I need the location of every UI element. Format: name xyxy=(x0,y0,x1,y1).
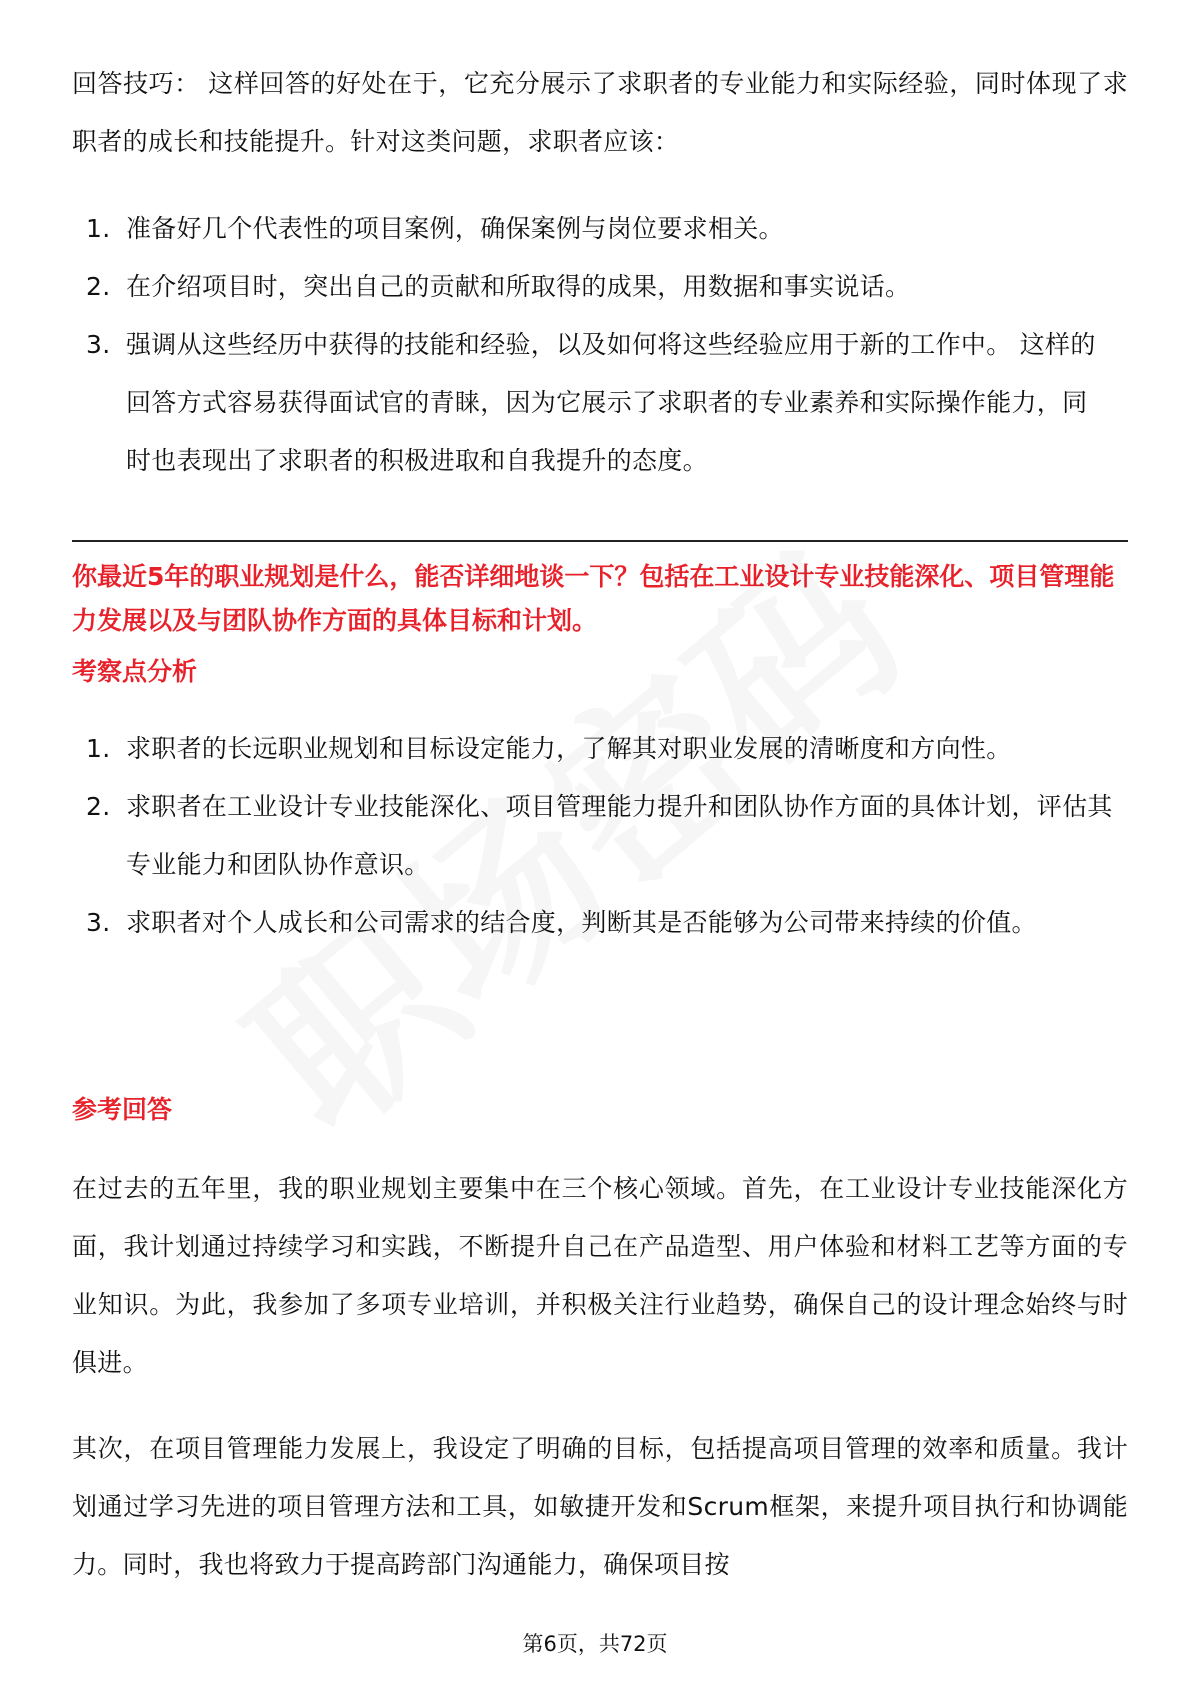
list-item xyxy=(72,316,1102,490)
list-item-text: 强调从这些经历中获得的技能和经验，以及如何将这些经验应用于新的工作中。 这样的回答方式容易获得面试官的青睐，因为它展示了求职者的专业素养和实际操作能力，同时也表现出了求职者的积极进取和自我提升的态度。 xyxy=(126,330,1096,475)
document-page xyxy=(72,0,1128,1684)
list-number: 1. xyxy=(86,214,111,243)
list-item-text: 求职者对个人成长和公司需求的结合度，判断其是否能够为公司带来持续的价值。 xyxy=(126,908,1037,937)
list-number: 3. xyxy=(86,330,111,359)
list-item xyxy=(72,200,1102,258)
answer-tip-paragraph: 回答技巧： 这样回答的好处在于，它充分展示了求职者的专业能力和实际经验，同时体现了求职者的成长和技能提升。针对这类问题，求职者应该： xyxy=(72,69,1128,156)
tip-list xyxy=(72,200,1102,490)
interview-question: 你最近5年的职业规划是什么，能否详细地谈一下？包括在工业设计专业技能深化、项目管理能力发展以及与团队协作方面的具体目标和计划。 xyxy=(72,562,1115,635)
answer-paragraph: 在过去的五年里，我的职业规划主要集中在三个核心领域。首先，在工业设计专业技能深化方面，我计划通过持续学习和实践，不断提升自己在产品造型、用户体验和材料工艺等方面的专业知识。为此，我参加了多项专业培训，并积极关注行业趋势，确保自己的设计理念始终与时俱进。 xyxy=(72,1174,1128,1377)
analysis-heading: 考察点分析 xyxy=(72,657,198,686)
answer-heading: 参考回答 xyxy=(72,1095,173,1124)
analysis-list xyxy=(72,720,1128,952)
list-item xyxy=(72,894,1128,952)
section-divider xyxy=(72,540,1128,542)
list-number: 2. xyxy=(86,272,111,301)
list-item xyxy=(72,720,1128,778)
answer-paragraph: 其次，在项目管理能力发展上，我设定了明确的目标，包括提高项目管理的效率和质量。我计划通过学习先进的项目管理方法和工具，如敏捷开发和Scrum框架，来提升项目执行和协调能力。同时，我也将致力于提高跨部门沟通能力，确保项目按 xyxy=(72,1434,1128,1579)
page-number-footer: 第6页，共72页 xyxy=(522,1632,668,1656)
list-number: 2. xyxy=(86,792,111,821)
list-item-text: 求职者的长远职业规划和目标设定能力，了解其对职业发展的清晰度和方向性。 xyxy=(126,734,1012,763)
list-item-text: 准备好几个代表性的项目案例，确保案例与岗位要求相关。 xyxy=(126,214,784,243)
list-number: 3. xyxy=(86,908,111,937)
list-item-text: 在介绍项目时，突出自己的贡献和所取得的成果，用数据和事实说话。 xyxy=(126,272,911,301)
list-item-text: 求职者在工业设计专业技能深化、项目管理能力提升和团队协作方面的具体计划，评估其专业能力和团队协作意识。 xyxy=(126,792,1113,879)
list-number: 1. xyxy=(86,734,111,763)
list-item xyxy=(72,258,1102,316)
list-item xyxy=(72,778,1128,894)
